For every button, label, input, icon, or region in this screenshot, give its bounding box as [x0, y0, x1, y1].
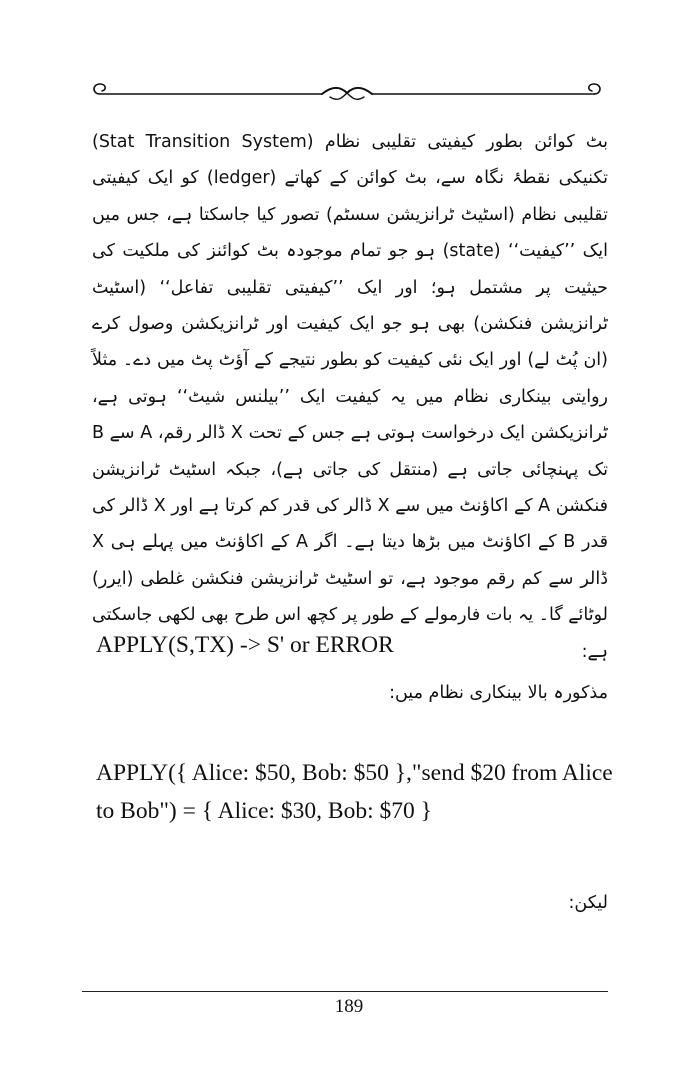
- body-paragraph: بٹ کوائن بطور کیفیتی تقلیبی نظام (Stat Transition System) تکنیکی نقطۂ نگاہ سے، بٹ کوائن کے کھاتے (ledger) کو ایک کیفیتی تقلیبی نظام (اسٹیٹ ٹرانزیشن سسٹم) تصور کیا جاسکتا ہے، جس میں ایک ’’کیفیت‘‘ (state) ہو جو تمام موجودہ بٹ کوائنز کی ملکیت کی حیثیت پر مشتمل ہو؛ اور ایک ’’کیفیتی تقلیبی تفاعل‘‘ (اسٹیٹ ٹرانزیشن فنکشن) بھی ہو جو ایک کیفیت اور ٹرانزیکشن وصول کرے (ان پُٹ لے) اور ایک نئی کیفیت کو بطور نتیجے کے آؤٹ پٹ میں دے۔ مثلاً روایتی بینکاری نظام میں یہ کیفیت ایک ’’بیلنس شیٹ‘‘ ہوتی ہے، ٹرانزیکشن ایک درخواست ہوتی ہے جس کے تحت X ڈالر رقم، A سے B تک پہنچائی جاتی ہے (منتقل کی جاتی ہے)، جبکہ اسٹیٹ ٹرانزیشن فنکشن A کے اکاؤنٹ میں سے X ڈالر کی قدر کم کرتا ہے اور X ڈالر کی قدر B کے اکاؤنٹ میں بڑھا دیتا ہے۔ اگر A کے اکاؤنٹ میں پہلے ہی X ڈالر سے کم رقم موجود ہے، تو اسٹیٹ ٹرانزیشن فنکشن غلطی (ایرر) لوٹائے گا۔ یہ بات فارمولے کے طور پر کچھ اس طرح بھی لکھی جاسکتی ہے:: [92, 132, 609, 662]
- page-number: 189: [334, 996, 364, 1017]
- formula-apply-example: APPLY({ Alice: $50, Bob: $50 },"send $20 from Alice to Bob") = { Alice: $30, Bob: $70 }: [96, 760, 613, 824]
- flourish-divider-icon: [86, 74, 608, 108]
- footer-divider: [82, 991, 608, 992]
- body-paragraph-2: مذکورہ بالا بینکاری نظام میں:: [389, 683, 608, 703]
- body-paragraph-3: لیکن:: [568, 893, 608, 913]
- formula-apply-definition: APPLY(S,TX) -> S' or ERROR: [96, 632, 394, 658]
